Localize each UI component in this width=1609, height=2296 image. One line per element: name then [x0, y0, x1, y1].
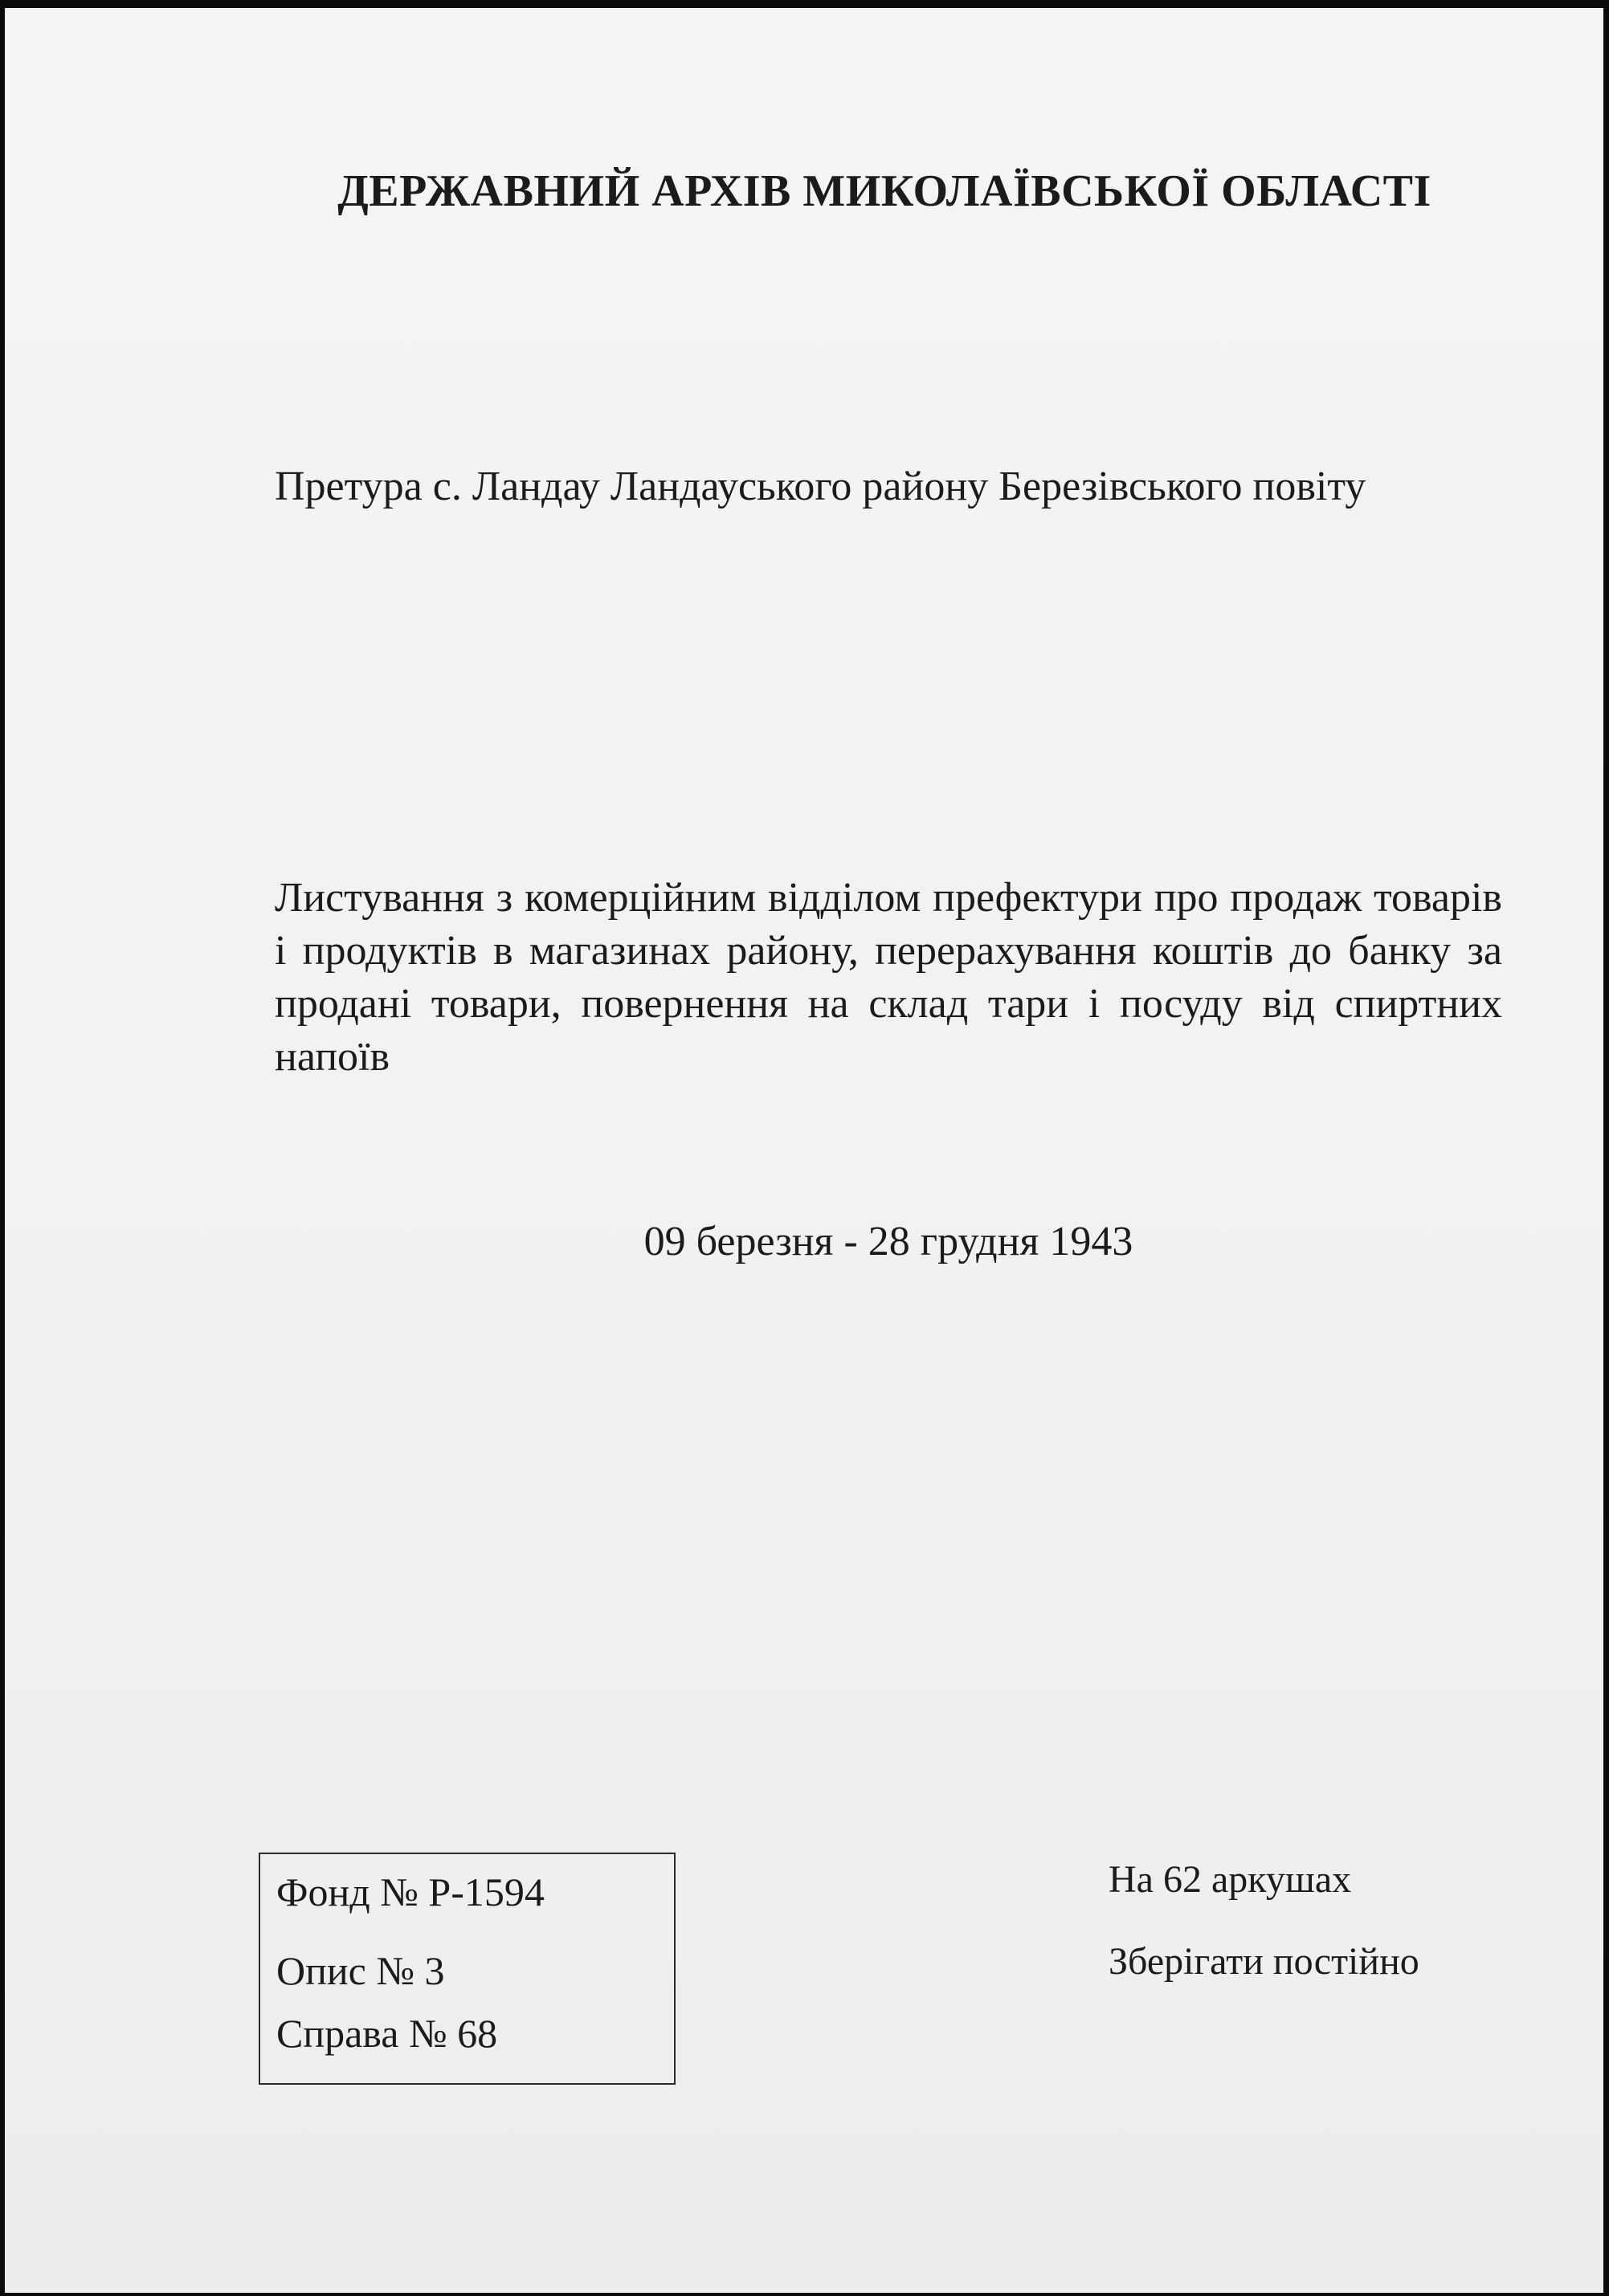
- case-title: Листування з комерційним відділом префектури про продаж товарів і продуктів в магазинах району, перерахування коштів до банку за продані товари, повернення на склад тари і посуду від спиртних напоїв: [275, 875, 1502, 1080]
- opys-number: Опис № 3: [276, 1948, 445, 1993]
- document-page: [5, 8, 1603, 2293]
- archive-reference-box: [259, 1853, 676, 2085]
- date-range: 09 березня - 28 грудня 1943: [643, 1219, 1133, 1264]
- sheet-count: На 62 аркушах: [1109, 1858, 1352, 1901]
- archive-title: ДЕРЖАВНИЙ АРХІВ МИКОЛАЇВСЬКОЇ ОБЛАСТІ: [337, 166, 1431, 216]
- fond-number: Фонд № Р-1594: [276, 1869, 545, 1914]
- sprava-number: Справа № 68: [276, 2011, 498, 2056]
- fund-creator-name: Претура с. Ландау Ландауського району Березівського повіту: [275, 464, 1366, 509]
- retention-note: Зберігати постійно: [1109, 1940, 1419, 1983]
